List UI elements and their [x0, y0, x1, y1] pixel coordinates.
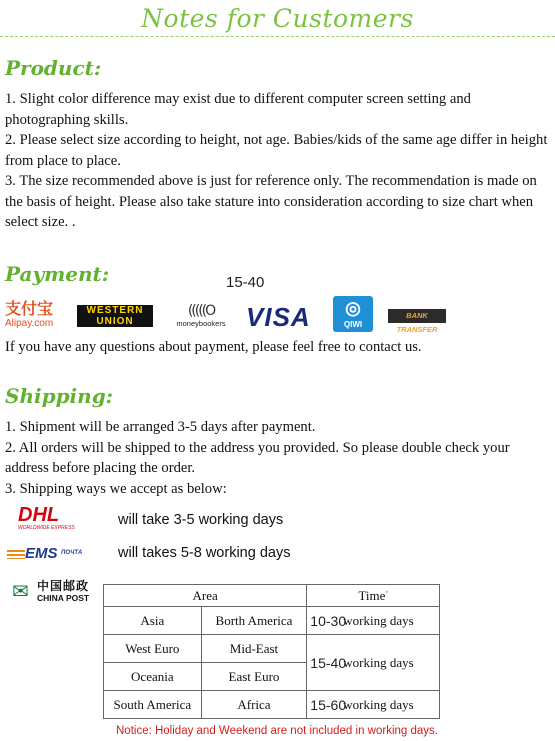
header-time-mark: ◦ — [385, 587, 388, 596]
time-range: 10-30 — [310, 612, 347, 629]
product-note-2: 2. Please select size according to height, not age. Babies/kids of the same age differ in height from place to place. — [5, 132, 548, 169]
time-unit: working days — [343, 654, 414, 670]
moneybookers-rings-icon: (((((O — [187, 303, 215, 319]
area-cell: West Euro — [104, 635, 202, 663]
time-unit: working days — [343, 696, 414, 712]
moneybookers-label: moneybookers — [176, 319, 226, 328]
shipping-notes — [5, 417, 553, 499]
area-cell: Oceania — [104, 663, 202, 691]
dhl-mark: DHL — [18, 504, 60, 526]
time-cell — [307, 607, 440, 635]
visa-logo: VISA — [246, 302, 311, 332]
table-row — [104, 691, 440, 719]
product-heading: Product: — [5, 56, 102, 80]
table-row — [104, 607, 440, 635]
dhl-sub: WORLDWIDE EXPRESS — [18, 525, 75, 531]
time-range: 15-40 — [310, 654, 347, 671]
china-post-en: CHINA POST — [37, 593, 90, 603]
western-union-logo — [77, 305, 153, 327]
shipping-heading: Shipping: — [5, 384, 114, 408]
table-row — [104, 635, 440, 663]
time-range: 15-60 — [310, 696, 347, 713]
ems-sub: ПОЧТА — [61, 550, 83, 556]
title-divider — [0, 36, 555, 37]
page-title: Notes for Customers — [141, 4, 414, 33]
time-unit: working days — [343, 612, 414, 628]
qiwi-label: QIWI — [343, 320, 363, 329]
payment-heading: Payment: — [5, 262, 110, 286]
shipping-note-1: 1. Shipment will be arranged 3-5 days after payment. — [5, 419, 316, 435]
price-note: 15-40 — [226, 274, 265, 291]
shipping-notice: Notice: Holiday and Weekend are not included in working days. — [116, 725, 438, 737]
product-note-1: 1. Slight color difference may exist due to different computer screen setting and photographing skills. — [5, 91, 471, 128]
area-cell: Africa — [201, 691, 307, 719]
product-note-3: 3. The size recommended above is just for reference only. The recommendation is made on the basis of height. Please also take stature into consideration according to size chart when select size. . — [5, 173, 537, 230]
ems-mark: EMS — [25, 545, 58, 562]
shipping-time-table — [103, 584, 440, 719]
table-header-row — [104, 585, 440, 607]
china-post-icon: ✉ — [12, 579, 29, 603]
ems-stripes-icon — [7, 550, 25, 559]
area-cell: Borth America — [201, 607, 307, 635]
payment-note: If you have any questions about payment, please feel free to contact us. — [5, 339, 422, 355]
qiwi-circle-icon: ◎ — [345, 298, 361, 318]
western-union-line-2: UNION — [96, 316, 134, 327]
ems-delivery-time: will takes 5-8 working days — [118, 545, 291, 561]
header-time — [307, 585, 440, 607]
area-cell: South America — [104, 691, 202, 719]
area-cell: Mid-East — [201, 635, 307, 663]
product-notes — [5, 89, 553, 233]
shipping-note-3: 3. Shipping ways we accept as below: — [5, 480, 227, 497]
western-union-line-1: WESTERN — [86, 305, 144, 316]
header-area: Area — [104, 585, 307, 607]
area-cell: Asia — [104, 607, 202, 635]
moneybookers-logo — [175, 303, 227, 331]
ems-logo — [7, 545, 107, 563]
time-cell — [307, 691, 440, 719]
dhl-logo — [18, 505, 88, 529]
alipay-logo-cn: 支付宝 — [5, 299, 54, 318]
area-cell: East Euro — [201, 663, 307, 691]
header-time-label: Time — [358, 587, 386, 603]
alipay-logo-en: Alipay.com — [5, 318, 54, 329]
dhl-delivery-time: will take 3-5 working days — [118, 512, 284, 528]
bank-transfer-logo: BANK TRANSFER — [388, 309, 446, 323]
china-post-logo — [12, 580, 102, 606]
alipay-logo — [5, 300, 63, 334]
qiwi-logo — [333, 296, 373, 332]
time-cell — [307, 635, 440, 691]
china-post-cn: 中国邮政 — [37, 579, 90, 593]
shipping-note-2: 2. All orders will be shipped to the address you provided. So please double check your address before placing the order. — [5, 439, 510, 476]
